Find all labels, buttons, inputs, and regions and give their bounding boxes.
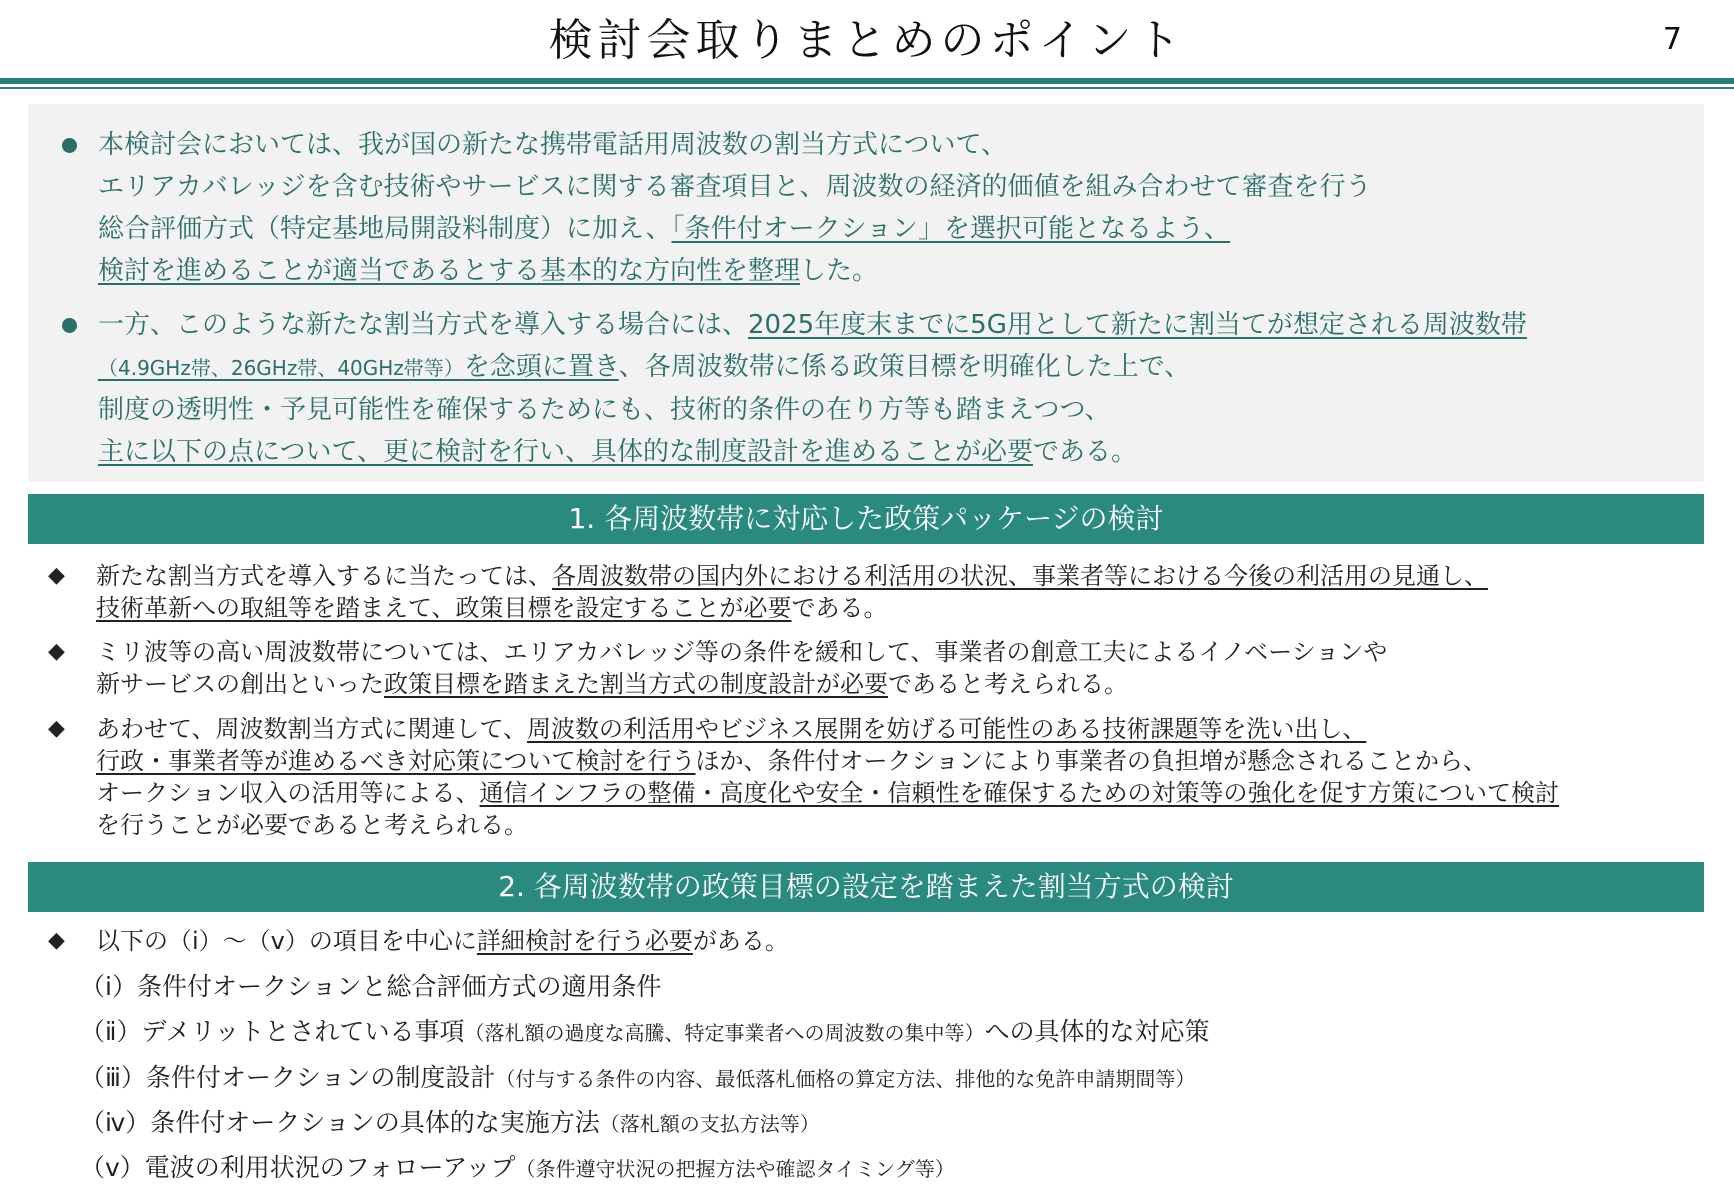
text: した。 [800, 256, 879, 286]
text: あわせて、周波数割当方式に関連して、 [96, 715, 528, 743]
text: 新サービスの創出といった [96, 670, 384, 698]
section-2-item-iii [80, 1061, 1195, 1096]
underlined-text: 各周波数帯の国内外における利活用の状況、事業者等における今後の利活用の見通し、 [552, 562, 1488, 590]
text: である。 [791, 594, 888, 622]
text: への具体的な対応策 [984, 1017, 1210, 1046]
underlined-text: 2025年度末までに5G用として新たに割当てが想定される周波数帯 [748, 310, 1527, 340]
section-1-heading: 1. 各周波数帯に対応した政策パッケージの検討 [28, 494, 1704, 544]
section-2-item-v [80, 1151, 955, 1186]
header-rule [0, 78, 1734, 84]
underlined-text: を念頭に置き [463, 352, 619, 382]
section-2-item-i [80, 970, 661, 1004]
text: がある。 [692, 927, 789, 955]
section-1-item-3 [48, 713, 1668, 841]
page-title: 検討会取りまとめのポイント [548, 15, 1186, 66]
text: （ⅲ）条件付オークションの制度設計 [80, 1063, 496, 1092]
note-text: （条件遵守状況の把握方法や確認タイミング等） [515, 1157, 955, 1181]
underlined-text: 詳細検討を行う必要 [476, 927, 693, 955]
section-1-item-1 [48, 560, 1668, 624]
text: であると考えられる。 [888, 670, 1128, 698]
underlined-text: 検討を進めることが適当であるとする基本的な方向性を整理 [98, 256, 801, 286]
section-2-item-ii [80, 1015, 1209, 1050]
text: 以下の（ⅰ）～（ⅴ）の項目を中心に [96, 927, 477, 955]
underlined-text: 「条件付オークション」を選択可能となるよう、 [671, 214, 1231, 244]
text: エリアカバレッジを含む技術やサービスに関する審査項目と、周波数の経済的価値を組み合わせて審査を行う [98, 172, 1372, 202]
summary-paragraph-2 [98, 304, 1674, 473]
text: ほか、条件付オークションにより事業者の負担増が懸念されることから、 [695, 747, 1488, 775]
summary-box [28, 104, 1704, 482]
diamond-icon: ◆ [48, 716, 65, 741]
summary-paragraph-1 [98, 124, 1674, 292]
bullet-icon [62, 138, 77, 153]
underlined-text: （4.9GHz帯、26GHz帯、40GHz帯等） [98, 356, 464, 380]
text: （ⅰ）条件付オークションと総合評価方式の適用条件 [80, 972, 662, 1001]
underlined-text: 行政・事業者等が進めるべき対応策について検討を行う [96, 747, 696, 775]
text: 新たな割当方式を導入するに当たっては、 [96, 562, 552, 590]
text: である。 [1032, 437, 1137, 467]
underlined-text: 通信インフラの整備・高度化や安全・信頼性を確保するための対策等の強化を促す方策について検討 [479, 779, 1560, 807]
underlined-text: 技術革新への取組等を踏まえて、政策目標を設定することが必要 [96, 594, 792, 622]
text: 、各周波数帯に係る政策目標を明確化した上で、 [618, 352, 1191, 382]
text: を行うことが必要であると考えられる。 [96, 811, 528, 839]
header-rule-thin [0, 87, 1734, 89]
text: （ⅳ）条件付オークションの具体的な実施方法 [80, 1108, 600, 1137]
page-number: 7 [1662, 22, 1682, 57]
section-2-item-iv [80, 1106, 820, 1141]
section-1-item-2 [48, 636, 1668, 700]
diamond-icon: ◆ [48, 563, 65, 588]
text: 総合評価方式（特定基地局開設料制度）に加え、 [98, 214, 672, 244]
text: 制度の透明性・予見可能性を確保するためにも、技術的条件の在り方等も踏まえつつ、 [98, 395, 1111, 425]
diamond-icon: ◆ [48, 928, 65, 953]
note-text: （付与する条件の内容、最低落札価格の算定方法、排他的な免許申請期間等） [495, 1067, 1196, 1091]
text: 一方、このような新たな割当方式を導入する場合には、 [98, 310, 749, 340]
underlined-text: 主に以下の点について、更に検討を行い、具体的な制度設計を進めることが必要 [98, 437, 1033, 467]
bullet-icon [62, 318, 77, 333]
text: 本検討会においては、我が国の新たな携帯電話用周波数の割当方式について、 [98, 130, 1007, 160]
text: （ⅴ）電波の利用状況のフォローアップ [80, 1153, 516, 1182]
text: ミリ波等の高い周波数帯については、エリアカバレッジ等の条件を緩和して、事業者の創意工夫によるイノベーションや [96, 638, 1388, 666]
section-2-heading: 2. 各周波数帯の政策目標の設定を踏まえた割当方式の検討 [28, 862, 1704, 912]
underlined-text: 政策目標を踏まえた割当方式の制度設計が必要 [384, 670, 888, 698]
text: （ⅱ）デメリットとされている事項 [80, 1017, 465, 1046]
note-text: （落札額の支払方法等） [599, 1112, 820, 1136]
underlined-text: 周波数の利活用やビジネス展開を妨げる可能性のある技術課題等を洗い出し、 [527, 715, 1367, 743]
text: オークション収入の活用等による、 [96, 779, 480, 807]
note-text: （落札額の過度な高騰、特定事業者への周波数の集中等） [464, 1021, 985, 1045]
diamond-icon: ◆ [48, 639, 65, 664]
section-2-intro [48, 925, 1668, 957]
